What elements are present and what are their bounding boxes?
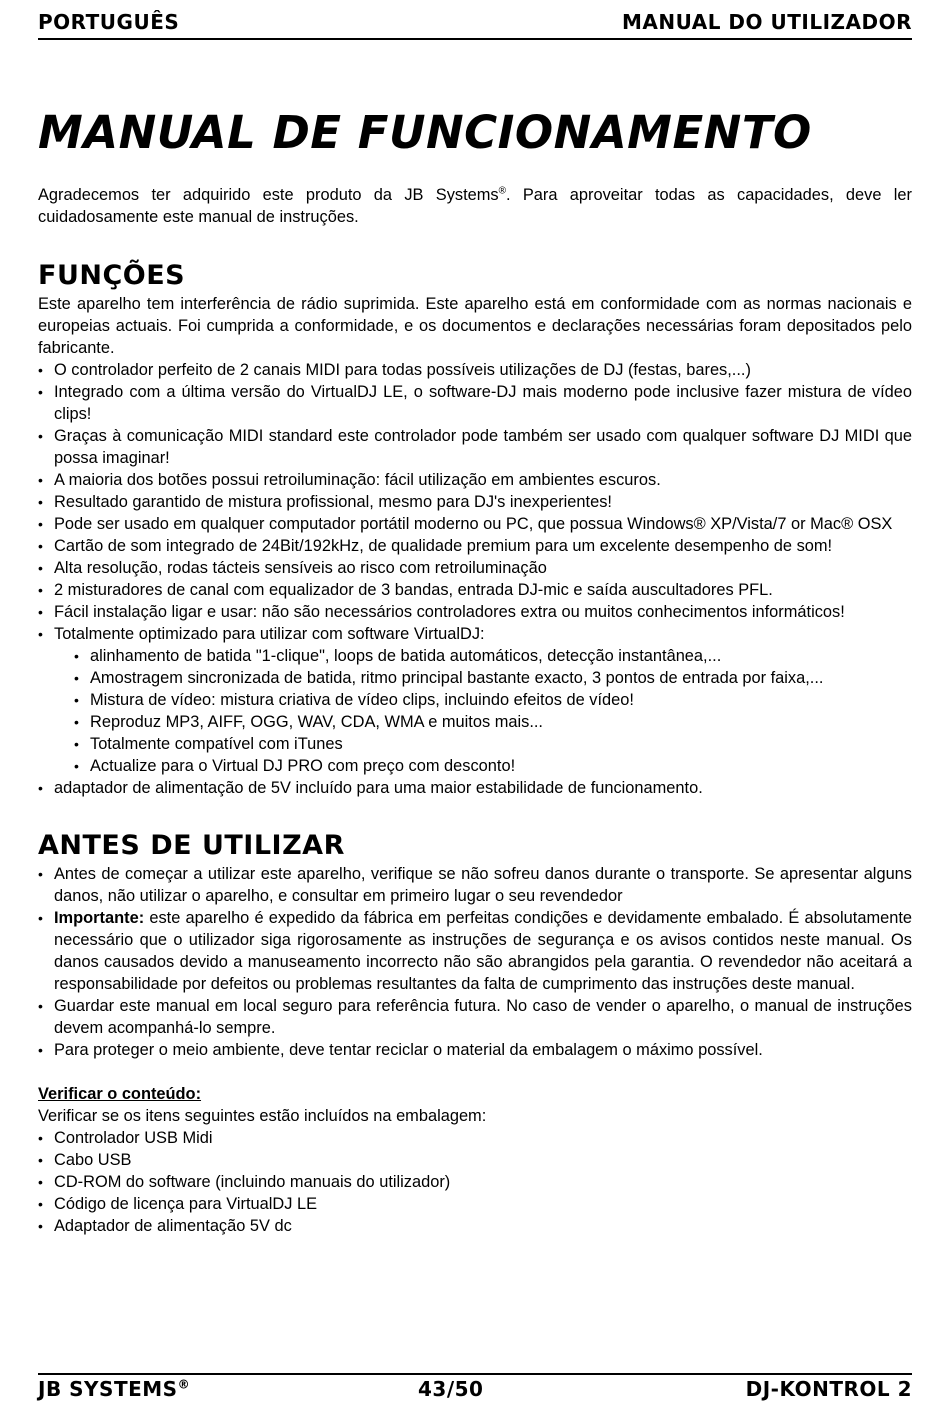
before-use-list (38, 863, 912, 1061)
page-header (38, 8, 912, 40)
brand-name: JB SYSTEMS (38, 1377, 178, 1401)
intro-text: Agradecemos ter adquirido este produto da JB Systems (38, 186, 499, 204)
list-item: • Fácil instalação ligar e usar: não são necessários controladores extra ou muitos conhecimentos informáticos! (38, 601, 912, 623)
contents-list (38, 1127, 912, 1237)
list-item: • Resultado garantido de mistura profissional, mesmo para DJ's inexperientes! (38, 491, 912, 513)
footer-brand (38, 1377, 190, 1401)
functions-list (38, 359, 912, 645)
list-item: • Totalmente optimizado para utilizar com software VirtualDJ: (38, 623, 912, 645)
footer-registered-mark: ® (177, 1377, 191, 1392)
important-text: este aparelho é expedido da fábrica em perfeitas condições e devidamente embalado. É absolutamente necessário que o utilizador siga rigorosamente as instruções de segurança e os avisos contidos neste manual. Os danos causados devido a manuseamento incorrecto não são abrangidos pela garantia. O revendedor não aceitará a responsabilidade por defeitos ou problemas resultantes da falta de cumprimento das instruções deste manual. (54, 909, 912, 993)
document-title: MANUAL DE FUNCIONAMENTO (38, 106, 812, 159)
sub-list-item: • alinhamento de batida "1-clique", loops de batida automáticos, detecção instantânea,... (74, 645, 912, 667)
sub-list-item: • Totalmente compatível com iTunes (74, 733, 912, 755)
main-content (38, 184, 912, 1237)
list-item: • Cartão de som integrado de 24Bit/192kHz, de qualidade premium para um excelente desempenho de som! (38, 535, 912, 557)
virtualdj-sublist (74, 645, 912, 777)
sub-list-item: • Amostragem sincronizada de batida, ritmo principal bastante exacto, 3 pontos de entrada por faixa,... (74, 667, 912, 689)
list-item (38, 907, 912, 995)
sub-list-item: • Mistura de vídeo: mistura criativa de vídeo clips, incluindo efeitos de vídeo! (74, 689, 912, 711)
list-item: • Pode ser usado em qualquer computador portátil moderno ou PC, que possua Windows® XP/Vista/7 or Mac® OSX (38, 513, 912, 535)
list-item: • Integrado com a última versão do VirtualDJ LE, o software-DJ mais moderno pode inclusive fazer mistura de vídeo clips! (38, 381, 912, 425)
list-item: • Controlador USB Midi (38, 1127, 912, 1149)
before-use-heading: ANTES DE UTILIZAR (38, 830, 345, 861)
intro-text-continued: . Para aproveitar todas as capacidades, deve ler cuidadosamente este manual de instruções. (38, 186, 912, 226)
page-footer (38, 1373, 912, 1402)
header-language: PORTUGUÊS (38, 10, 180, 34)
intro-paragraph (38, 184, 912, 228)
footer-model: DJ-KONTROL 2 (745, 1377, 912, 1401)
list-item: • Graças à comunicação MIDI standard este controlador pode também ser usado com qualquer software DJ MIDI que possa imaginar! (38, 425, 912, 469)
list-item: • Alta resolução, rodas tácteis sensíveis ao risco com retroiluminação (38, 557, 912, 579)
sub-list-item: • Reproduz MP3, AIFF, OGG, WAV, CDA, WMA e muitos mais... (74, 711, 912, 733)
header-manual-title: MANUAL DO UTILIZADOR (622, 10, 912, 34)
contents-heading: Verificar o conteúdo: (38, 1085, 202, 1103)
functions-paragraph: Este aparelho tem interferência de rádio suprimida. Este aparelho está em conformidade com as normas nacionais e europeias actuais. Foi cumprida a conformidade, e os documentos e declarações necessárias foram depositados pelo fabricante. (38, 295, 912, 357)
registered-mark: ® (498, 185, 507, 197)
functions-list-end (38, 777, 912, 799)
important-label: Importante: (54, 909, 145, 927)
list-item: • Adaptador de alimentação 5V dc (38, 1215, 912, 1237)
list-item: • adaptador de alimentação de 5V incluído para uma maior estabilidade de funcionamento. (38, 777, 912, 799)
list-item: • Cabo USB (38, 1149, 912, 1171)
page-number: 43/50 (418, 1377, 484, 1401)
list-item: • Código de licença para VirtualDJ LE (38, 1193, 912, 1215)
list-item: • 2 misturadores de canal com equalizador de 3 bandas, entrada DJ-mic e saída auscultadores PFL. (38, 579, 912, 601)
list-item: • A maioria dos botões possui retroiluminação: fácil utilização em ambientes escuros. (38, 469, 912, 491)
list-item: • Antes de começar a utilizar este aparelho, verifique se não sofreu danos durante o transporte. Se apresentar alguns danos, não utilizar o aparelho, e consultar em primeiro lugar o seu revendedor (38, 863, 912, 907)
list-item: • O controlador perfeito de 2 canais MIDI para todas possíveis utilizações de DJ (festas, bares,...) (38, 359, 912, 381)
functions-heading: FUNÇÕES (38, 260, 186, 291)
list-item: • Para proteger o meio ambiente, deve tentar reciclar o material da embalagem o máximo possível. (38, 1039, 912, 1061)
list-item: • Guardar este manual em local seguro para referência futura. No caso de vender o aparelho, o manual de instruções devem acompanhá-lo sempre. (38, 995, 912, 1039)
sub-list-item: • Actualize para o Virtual DJ PRO com preço com desconto! (74, 755, 912, 777)
list-item: • CD-ROM do software (incluindo manuais do utilizador) (38, 1171, 912, 1193)
contents-intro: Verificar se os itens seguintes estão incluídos na embalagem: (38, 1107, 487, 1125)
